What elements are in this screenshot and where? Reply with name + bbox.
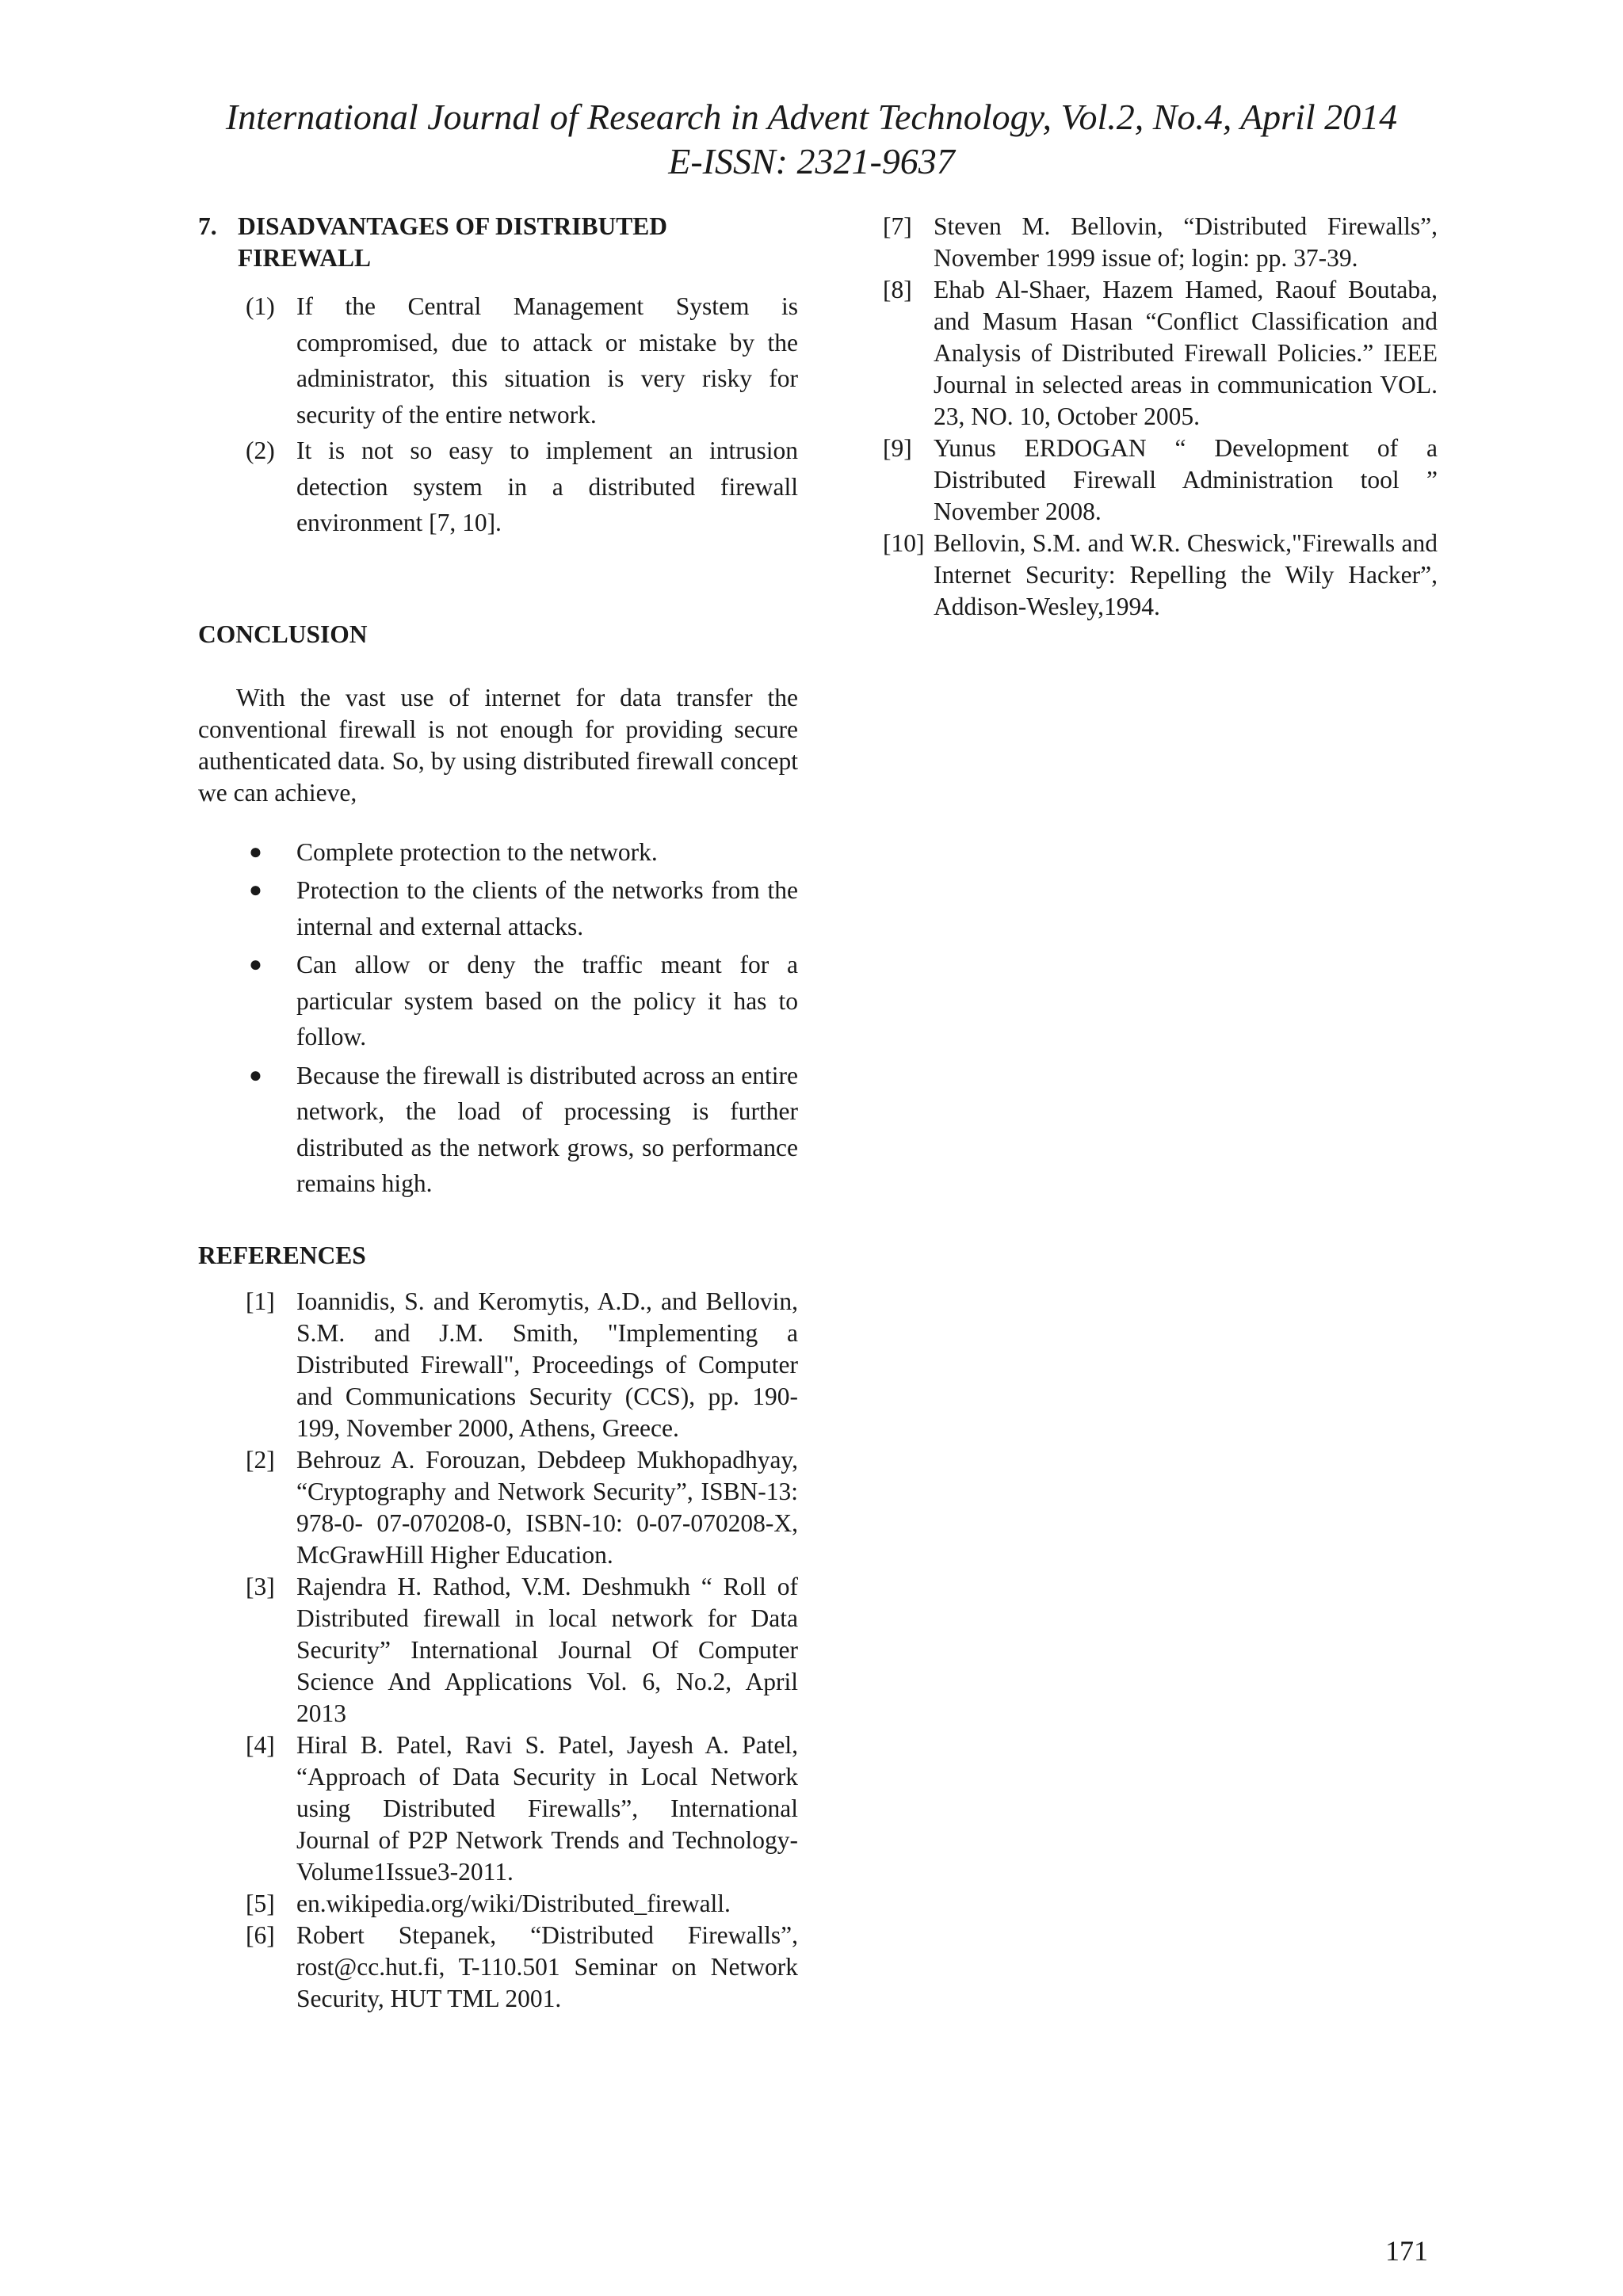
reference-item [198,1444,798,1571]
list-item-text: If the Central Management System is compromised, due to attack or mistake by the administrator, this situation is very risky for security of the entire network. [296,292,798,429]
reference-item [883,274,1438,433]
reference-tag: [2] [246,1445,275,1474]
bullet-item [198,834,798,871]
reference-item [198,1920,798,2015]
reference-tag: [9] [883,434,912,462]
reference-tag: [1] [246,1287,275,1315]
bullet-text: Can allow or deny the traffic meant for a particular system based on the policy it has to follow. [296,951,798,1051]
right-column [883,211,1438,623]
reference-tag: [4] [246,1730,275,1759]
reference-item [198,1888,798,1920]
references-list-left [198,1286,798,2015]
reference-text: en.wikipedia.org/wiki/Distributed_firewall. [296,1889,731,1917]
list-item-text: It is not so easy to implement an intrusion detection system in a distributed firewall environment [7, 10]. [296,437,798,536]
bullet-text: Protection to the clients of the networks from the internal and external attacks. [296,876,798,940]
disadvantages-list [198,288,798,541]
reference-text: Robert Stepanek, “Distributed Firewalls”, rost@cc.hut.fi, T-110.501 Seminar on Network Security, HUT TML 2001. [296,1920,798,2012]
list-item [198,288,798,433]
references-list-right [883,211,1438,623]
reference-tag: [6] [246,1920,275,1949]
bullet-text: Because the firewall is distributed across an entire network, the load of processing is further distributed as the network grows, so performance remains high. [296,1061,798,1197]
reference-text: Behrouz A. Forouzan, Debdeep Mukhopadhyay, “Cryptography and Network Security”, ISBN-13: 978-0- 07-070208-0, ISBN-10: 0-07-070208-X, McGrawHill Higher Education. [296,1445,798,1569]
reference-tag: [10] [883,529,925,557]
reference-tag: [3] [246,1572,275,1600]
section-title-line2: FIREWALL [238,244,372,272]
reference-item [883,211,1438,274]
section-heading-conclusion: CONCLUSION [198,620,368,648]
journal-title: International Journal of Research in Advent Technology, Vol.2, No.4, April 2014 [225,97,1398,137]
reference-text: Yunus ERDOGAN “ Development of a Distributed Firewall Administration tool ” November 2008. [934,434,1438,525]
journal-header [0,95,1623,184]
reference-tag: [5] [246,1889,275,1917]
bullet-icon: ● [249,952,262,977]
bullet-icon: ● [249,878,262,902]
list-marker: (1) [246,292,275,320]
section-heading-disadvantages [198,211,798,274]
section-title-line1: DISADVANTAGES OF DISTRIBUTED [238,212,668,240]
reference-text: Steven M. Bellovin, “Distributed Firewalls”, November 1999 issue of; login: pp. 37-39. [934,212,1438,272]
section-heading-references: REFERENCES [198,1241,366,1269]
list-item [198,433,798,541]
reference-tag: [7] [883,212,912,240]
bullet-item [198,872,798,944]
journal-issn: E-ISSN: 2321-9637 [668,141,955,181]
reference-tag: [8] [883,276,912,303]
page-number: 171 [1385,2235,1428,2267]
bullet-text: Complete protection to the network. [296,837,658,866]
reference-item [883,433,1438,528]
reference-text: Bellovin, S.M. and W.R. Cheswick,"Firewalls and Internet Security: Repelling the Wily Hacker”, Addison-Wesley,1994. [934,529,1438,620]
section-number: 7. [198,212,217,240]
reference-text: Hiral B. Patel, Ravi S. Patel, Jayesh A. Patel, “Approach of Data Security in Local Network using Distributed Firewalls”, International Journal of P2P Network Trends and Technology-Volume1Issue3-2011. [296,1730,798,1886]
list-marker: (2) [246,437,275,464]
reference-text: Ehab Al-Shaer, Hazem Hamed, Raouf Boutaba, and Masum Hasan “Conflict Classification and Analysis of Distributed Firewall Policies.” IEEE Journal in selected areas in communication VOL. 23, NO. 10, October 2005. [934,276,1438,430]
reference-item [198,1571,798,1730]
conclusion-paragraph: With the vast use of internet for data transfer the conventional firewall is not enough for providing secure authenticated data. So, by using distributed firewall concept we can achieve, [198,683,798,807]
bullet-item [198,1058,798,1202]
left-column [198,211,798,2015]
reference-text: Ioannidis, S. and Keromytis, A.D., and Bellovin, S.M. and J.M. Smith, "Implementing a Distributed Firewall", Proceedings of Computer and Communications Security (CCS), pp. 190-199, November 2000, Athens, Greece. [296,1287,798,1442]
reference-text: Rajendra H. Rathod, V.M. Deshmukh “ Roll of Distributed firewall in local network for Data Security” International Journal Of Computer Science And Applications Vol. 6, No.2, April 2013 [296,1572,798,1727]
reference-item [198,1730,798,1888]
reference-item [883,528,1438,623]
bullet-icon: ● [249,1062,262,1088]
bullet-item [198,947,798,1055]
reference-item [198,1286,798,1444]
bullet-icon: ● [249,839,262,864]
conclusion-bullets [198,834,798,1202]
